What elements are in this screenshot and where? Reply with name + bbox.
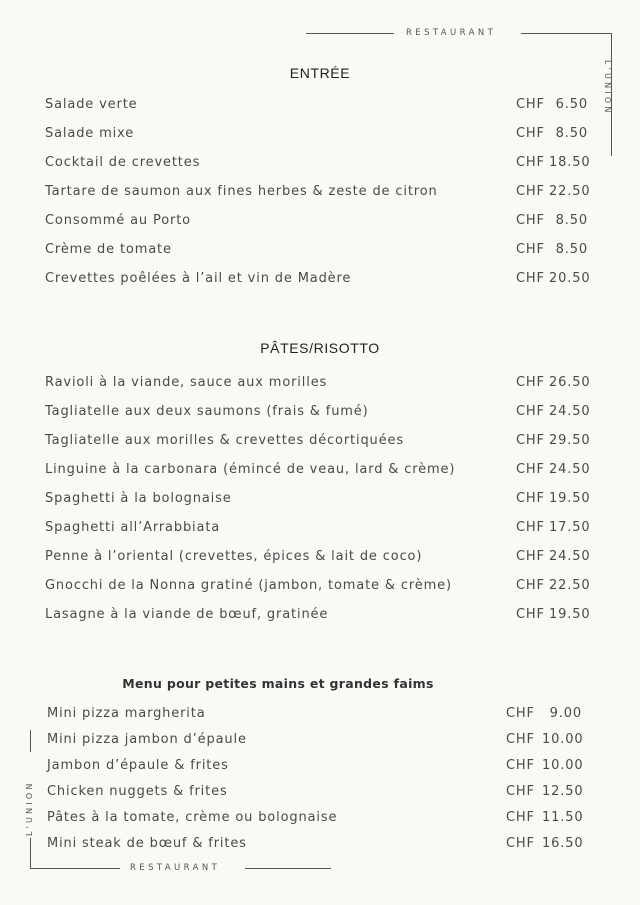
menu-item-name: Mini pizza jambon d’épaule bbox=[47, 732, 247, 747]
menu-item bbox=[47, 758, 582, 784]
menu-item-price bbox=[516, 184, 591, 199]
price-amount: 24.50 bbox=[549, 404, 591, 419]
price-amount: 11.50 bbox=[542, 810, 584, 825]
menu-item-name: Consommé au Porto bbox=[45, 213, 191, 228]
menu-item bbox=[47, 732, 582, 758]
menu-item-name: Chicken nuggets & frites bbox=[47, 784, 228, 799]
price-amount: 8.50 bbox=[555, 242, 588, 257]
price-currency: CHF bbox=[516, 242, 545, 257]
menu-item bbox=[47, 784, 582, 810]
menu-item-price bbox=[516, 520, 591, 535]
price-currency: CHF bbox=[516, 607, 545, 622]
entree-list bbox=[45, 97, 591, 300]
top-frame-line-left bbox=[306, 33, 394, 34]
menu-item bbox=[45, 375, 591, 404]
menu-item bbox=[45, 184, 591, 213]
price-amount: 18.50 bbox=[549, 155, 591, 170]
top-brand-name: L'UNION bbox=[603, 60, 612, 116]
menu-item-name: Salade mixe bbox=[45, 126, 135, 141]
menu-item bbox=[45, 97, 588, 126]
menu-item-price bbox=[516, 375, 591, 390]
menu-item bbox=[47, 706, 582, 732]
menu-item-name: Crevettes poêlées à l’ail et vin de Madère bbox=[45, 271, 352, 286]
menu-item-price bbox=[516, 155, 591, 170]
menu-item-name: Mini steak de bœuf & frites bbox=[47, 836, 247, 851]
price-amount: 8.50 bbox=[555, 213, 588, 228]
price-currency: CHF bbox=[516, 549, 545, 564]
menu-item-name: Tagliatelle aux deux saumons (frais & fumé) bbox=[45, 404, 369, 419]
menu-item-name: Penne à l’oriental (crevettes, épices & lait de coco) bbox=[45, 549, 423, 564]
menu-item-name: Lasagne à la viande de bœuf, gratinée bbox=[45, 607, 329, 622]
menu-item-price bbox=[516, 242, 588, 257]
bottom-frame-line-left bbox=[30, 868, 120, 869]
price-currency: CHF bbox=[506, 784, 535, 799]
price-currency: CHF bbox=[516, 462, 545, 477]
menu-item bbox=[47, 836, 582, 862]
menu-item-name: Ravioli à la viande, sauce aux morilles bbox=[45, 375, 328, 390]
price-amount: 8.50 bbox=[555, 126, 588, 141]
price-currency: CHF bbox=[516, 520, 545, 535]
price-currency: CHF bbox=[516, 213, 545, 228]
menu-item bbox=[45, 213, 588, 242]
menu-item bbox=[45, 462, 591, 491]
menu-item-price bbox=[516, 213, 588, 228]
menu-item bbox=[45, 607, 591, 636]
price-currency: CHF bbox=[516, 404, 545, 419]
menu-item bbox=[45, 271, 591, 300]
price-amount: 24.50 bbox=[549, 549, 591, 564]
price-amount: 19.50 bbox=[549, 491, 591, 506]
menu-item-price bbox=[516, 491, 591, 506]
menu-item-price bbox=[506, 810, 582, 825]
menu-item-name: Jambon d’épaule & frites bbox=[47, 758, 229, 773]
price-amount: 20.50 bbox=[549, 271, 591, 286]
menu-item bbox=[45, 491, 591, 520]
price-amount: 10.00 bbox=[542, 732, 584, 747]
price-amount: 6.50 bbox=[555, 97, 588, 112]
menu-item-price bbox=[516, 404, 591, 419]
menu-item-name: Linguine à la carbonara (émincé de veau, lard & crème) bbox=[45, 462, 456, 477]
menu-item-price bbox=[516, 97, 588, 112]
price-currency: CHF bbox=[506, 758, 535, 773]
menu-item-name: Pâtes à la tomate, crème ou bolognaise bbox=[47, 810, 338, 825]
price-currency: CHF bbox=[506, 706, 535, 721]
menu-item-price bbox=[516, 549, 591, 564]
menu-item-price bbox=[506, 784, 582, 799]
bottom-frame-line-vertical bbox=[30, 730, 31, 752]
menu-item bbox=[47, 810, 582, 836]
menu-item-price bbox=[516, 607, 591, 622]
bottom-frame-line-vertical-lower bbox=[30, 838, 31, 869]
menu-item bbox=[45, 549, 591, 578]
bottom-brand-restaurant: RESTAURANT bbox=[130, 863, 221, 873]
menu-item-name: Spaghetti à la bolognaise bbox=[45, 491, 232, 506]
menu-item-name: Cocktail de crevettes bbox=[45, 155, 201, 170]
price-currency: CHF bbox=[516, 433, 545, 448]
menu-item bbox=[45, 578, 591, 607]
menu-item bbox=[45, 155, 591, 184]
price-amount: 16.50 bbox=[542, 836, 584, 851]
menu-item-name: Tartare de saumon aux fines herbes & zeste de citron bbox=[45, 184, 438, 199]
price-currency: CHF bbox=[506, 810, 535, 825]
menu-item-price bbox=[516, 578, 591, 593]
menu-item-price bbox=[506, 732, 582, 747]
price-amount: 24.50 bbox=[549, 462, 591, 477]
menu-item-price bbox=[506, 706, 582, 721]
price-amount: 22.50 bbox=[549, 184, 591, 199]
price-currency: CHF bbox=[516, 375, 545, 390]
menu-item-name: Mini pizza margherita bbox=[47, 706, 206, 721]
menu-item bbox=[45, 126, 588, 155]
top-frame-line-right bbox=[521, 33, 612, 34]
price-amount: 22.50 bbox=[549, 578, 591, 593]
menu-item-price bbox=[506, 836, 582, 851]
kids-menu-list bbox=[47, 706, 582, 862]
price-amount: 26.50 bbox=[549, 375, 591, 390]
section-title-pates-risotto: PÂTES/RISOTTO bbox=[260, 340, 380, 356]
pates-risotto-list bbox=[45, 375, 591, 636]
menu-item-name: Crème de tomate bbox=[45, 242, 172, 257]
menu-item-name: Salade verte bbox=[45, 97, 138, 112]
menu-item bbox=[45, 404, 591, 433]
menu-item-name: Spaghetti all’Arrabbiata bbox=[45, 520, 221, 535]
menu-item bbox=[45, 520, 591, 549]
price-currency: CHF bbox=[516, 578, 545, 593]
price-currency: CHF bbox=[516, 126, 545, 141]
price-currency: CHF bbox=[506, 836, 535, 851]
price-amount: 12.50 bbox=[542, 784, 584, 799]
price-currency: CHF bbox=[516, 184, 545, 199]
price-currency: CHF bbox=[516, 491, 545, 506]
price-amount: 10.00 bbox=[542, 758, 584, 773]
price-amount: 17.50 bbox=[549, 520, 591, 535]
price-currency: CHF bbox=[506, 732, 535, 747]
price-currency: CHF bbox=[516, 97, 545, 112]
menu-item-price bbox=[506, 758, 582, 773]
menu-item-price bbox=[516, 126, 588, 141]
bottom-brand-name: L'UNION bbox=[25, 780, 34, 836]
menu-item bbox=[45, 242, 588, 271]
section-title-entree: ENTRÉE bbox=[289, 65, 351, 81]
menu-item-price bbox=[516, 433, 591, 448]
section-title-kids-menu: Menu pour petites mains et grandes faims bbox=[122, 676, 434, 691]
price-amount: 29.50 bbox=[549, 433, 591, 448]
price-amount: 9.00 bbox=[549, 706, 582, 721]
price-currency: CHF bbox=[516, 155, 545, 170]
menu-item bbox=[45, 433, 591, 462]
top-brand-restaurant: RESTAURANT bbox=[406, 28, 497, 38]
price-amount: 19.50 bbox=[549, 607, 591, 622]
price-currency: CHF bbox=[516, 271, 545, 286]
bottom-frame-line-right bbox=[245, 868, 331, 869]
menu-item-name: Gnocchi de la Nonna gratiné (jambon, tomate & crème) bbox=[45, 578, 452, 593]
menu-item-price bbox=[516, 271, 591, 286]
menu-item-name: Tagliatelle aux morilles & crevettes décortiquées bbox=[45, 433, 404, 448]
menu-item-price bbox=[516, 462, 591, 477]
